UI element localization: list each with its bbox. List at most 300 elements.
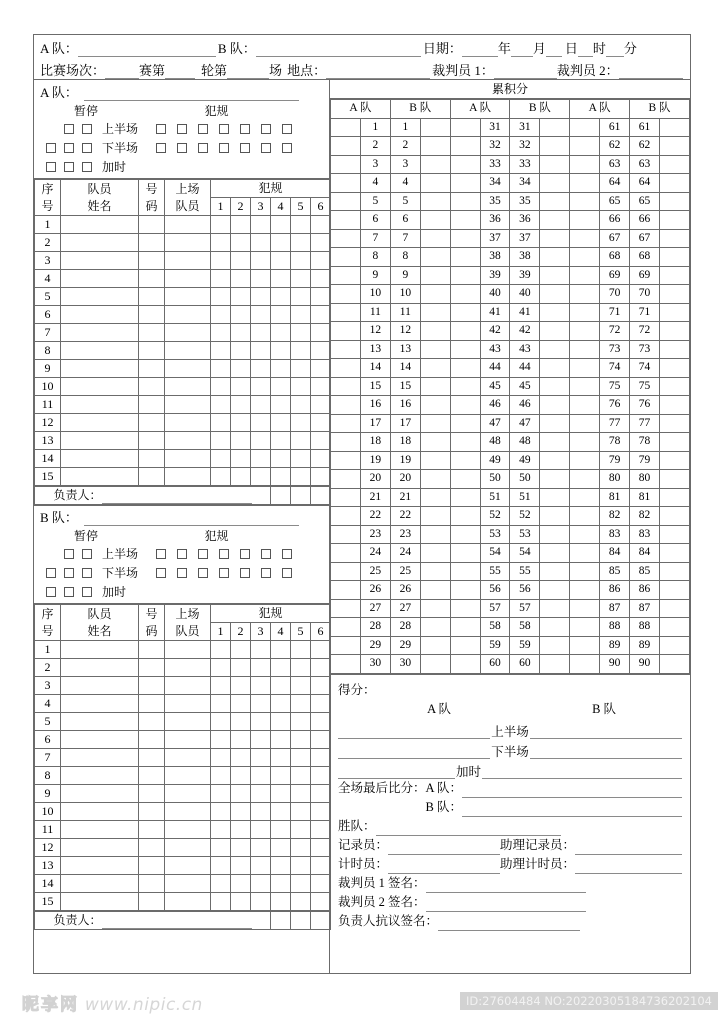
score-mark-b[interactable]	[540, 414, 570, 433]
foul-cell-6[interactable]	[311, 432, 331, 450]
player-number-cell[interactable]	[139, 378, 165, 396]
score-mark-a[interactable]	[570, 414, 600, 433]
foul-cell-6[interactable]	[311, 821, 331, 839]
score-mark-a[interactable]	[570, 359, 600, 378]
score-mark-a[interactable]	[570, 544, 600, 563]
foul-cell-5[interactable]	[291, 875, 311, 893]
player-oncourt-cell[interactable]	[165, 432, 211, 450]
foul-cell-6[interactable]	[311, 468, 331, 486]
foul-cell-4[interactable]	[271, 677, 291, 695]
foul-checkbox[interactable]	[282, 568, 292, 578]
foul-cell-4[interactable]	[271, 432, 291, 450]
score-mark-a[interactable]	[331, 507, 361, 526]
player-oncourt-cell[interactable]	[165, 803, 211, 821]
score-mark-b[interactable]	[540, 248, 570, 267]
player-oncourt-cell[interactable]	[165, 414, 211, 432]
timeout-checkbox[interactable]	[46, 568, 56, 578]
foul-cell-5[interactable]	[291, 378, 311, 396]
player-number-cell[interactable]	[139, 731, 165, 749]
foul-cell-6[interactable]	[311, 713, 331, 731]
foul-cell-4[interactable]	[271, 216, 291, 234]
player-oncourt-cell[interactable]	[165, 641, 211, 659]
foul-checkbox[interactable]	[261, 568, 271, 578]
timeout-checkbox[interactable]	[82, 162, 92, 172]
score-mark-b[interactable]	[540, 433, 570, 452]
score-mark-b[interactable]	[420, 340, 450, 359]
player-number-cell[interactable]	[139, 641, 165, 659]
foul-checkbox[interactable]	[198, 568, 208, 578]
foul-cell-4[interactable]	[271, 641, 291, 659]
player-name-cell[interactable]	[61, 767, 139, 785]
player-name-cell[interactable]	[61, 234, 139, 252]
final-score-a-input[interactable]	[462, 784, 682, 798]
foul-cell-3[interactable]	[251, 821, 271, 839]
score-mark-a[interactable]	[570, 470, 600, 489]
player-oncourt-cell[interactable]	[165, 306, 211, 324]
foul-cell-4[interactable]	[271, 821, 291, 839]
foul-cell-2[interactable]	[231, 875, 251, 893]
foul-cell-6[interactable]	[311, 893, 331, 911]
foul-cell-5[interactable]	[291, 749, 311, 767]
score-mark-a[interactable]	[450, 618, 480, 637]
foul-cell-5[interactable]	[291, 342, 311, 360]
score-mark-a[interactable]	[570, 525, 600, 544]
score-mark-a[interactable]	[331, 174, 361, 193]
foul-cell-1[interactable]	[211, 342, 231, 360]
foul-cell-4[interactable]	[271, 713, 291, 731]
score-mark-a[interactable]	[331, 433, 361, 452]
score-mark-a[interactable]	[570, 137, 600, 156]
score-mark-a[interactable]	[450, 211, 480, 230]
score-mark-a[interactable]	[570, 488, 600, 507]
player-oncourt-cell[interactable]	[165, 893, 211, 911]
score-mark-a[interactable]	[450, 155, 480, 174]
team-b-responsible-cell[interactable]	[35, 912, 271, 930]
foul-cell-1[interactable]	[211, 360, 231, 378]
score-mark-a[interactable]	[450, 174, 480, 193]
foul-cell-3[interactable]	[251, 713, 271, 731]
first-half-b-input[interactable]	[530, 724, 682, 739]
foul-cell-1[interactable]	[211, 803, 231, 821]
timeout-checkbox[interactable]	[64, 124, 74, 134]
foul-cell-1[interactable]	[211, 306, 231, 324]
score-mark-b[interactable]	[659, 248, 689, 267]
player-name-cell[interactable]	[61, 378, 139, 396]
score-mark-a[interactable]	[570, 507, 600, 526]
timeout-checkbox[interactable]	[64, 549, 74, 559]
foul-cell-3[interactable]	[251, 234, 271, 252]
player-name-cell[interactable]	[61, 641, 139, 659]
score-mark-b[interactable]	[659, 396, 689, 415]
player-oncourt-cell[interactable]	[165, 252, 211, 270]
score-mark-b[interactable]	[659, 544, 689, 563]
player-oncourt-cell[interactable]	[165, 270, 211, 288]
player-number-cell[interactable]	[139, 324, 165, 342]
foul-cell-4[interactable]	[271, 342, 291, 360]
foul-checkbox[interactable]	[198, 549, 208, 559]
foul-cell-4[interactable]	[271, 731, 291, 749]
foul-checkbox[interactable]	[156, 124, 166, 134]
score-mark-b[interactable]	[659, 118, 689, 137]
match-sai-input[interactable]	[105, 65, 139, 79]
timeout-checkbox[interactable]	[82, 143, 92, 153]
team-a-section-input[interactable]	[84, 87, 299, 101]
foul-cell-1[interactable]	[211, 252, 231, 270]
score-mark-b[interactable]	[420, 229, 450, 248]
score-mark-a[interactable]	[450, 248, 480, 267]
score-mark-a[interactable]	[331, 451, 361, 470]
foul-cell-1[interactable]	[211, 677, 231, 695]
foul-cell-4[interactable]	[271, 893, 291, 911]
foul-checkbox[interactable]	[156, 568, 166, 578]
foul-cell-6[interactable]	[311, 695, 331, 713]
score-mark-a[interactable]	[450, 636, 480, 655]
foul-cell-4[interactable]	[271, 288, 291, 306]
foul-cell-2[interactable]	[231, 432, 251, 450]
foul-cell-1[interactable]	[211, 731, 231, 749]
score-mark-a[interactable]	[450, 470, 480, 489]
score-mark-a[interactable]	[331, 599, 361, 618]
score-mark-b[interactable]	[659, 192, 689, 211]
player-number-cell[interactable]	[139, 677, 165, 695]
player-name-cell[interactable]	[61, 749, 139, 767]
foul-cell-5[interactable]	[291, 306, 311, 324]
foul-cell-2[interactable]	[231, 216, 251, 234]
foul-cell-1[interactable]	[211, 414, 231, 432]
foul-cell-4[interactable]	[271, 324, 291, 342]
foul-cell-6[interactable]	[311, 360, 331, 378]
score-mark-b[interactable]	[420, 396, 450, 415]
player-oncourt-cell[interactable]	[165, 821, 211, 839]
score-mark-b[interactable]	[659, 507, 689, 526]
foul-cell-5[interactable]	[291, 821, 311, 839]
score-mark-b[interactable]	[540, 118, 570, 137]
player-name-cell[interactable]	[61, 450, 139, 468]
timeout-checkbox[interactable]	[64, 143, 74, 153]
first-half-a-input[interactable]	[338, 724, 490, 739]
foul-cell-5[interactable]	[291, 432, 311, 450]
foul-checkbox[interactable]	[156, 549, 166, 559]
score-mark-b[interactable]	[659, 359, 689, 378]
scorer-input[interactable]	[388, 841, 500, 855]
player-oncourt-cell[interactable]	[165, 695, 211, 713]
foul-cell-5[interactable]	[291, 270, 311, 288]
foul-checkbox[interactable]	[240, 124, 250, 134]
score-mark-b[interactable]	[540, 655, 570, 674]
score-mark-b[interactable]	[420, 248, 450, 267]
foul-cell-3[interactable]	[251, 216, 271, 234]
foul-cell-6[interactable]	[311, 839, 331, 857]
score-mark-b[interactable]	[659, 137, 689, 156]
foul-cell-2[interactable]	[231, 270, 251, 288]
foul-cell-2[interactable]	[231, 767, 251, 785]
score-mark-b[interactable]	[659, 285, 689, 304]
foul-checkbox[interactable]	[219, 568, 229, 578]
score-mark-a[interactable]	[331, 266, 361, 285]
score-mark-a[interactable]	[450, 581, 480, 600]
foul-cell-5[interactable]	[291, 785, 311, 803]
foul-cell-6[interactable]	[311, 306, 331, 324]
score-mark-a[interactable]	[570, 174, 600, 193]
score-mark-b[interactable]	[420, 377, 450, 396]
score-mark-a[interactable]	[331, 655, 361, 674]
score-mark-a[interactable]	[331, 192, 361, 211]
foul-cell-3[interactable]	[251, 324, 271, 342]
score-mark-a[interactable]	[331, 322, 361, 341]
foul-cell-6[interactable]	[311, 252, 331, 270]
score-mark-a[interactable]	[570, 581, 600, 600]
foul-cell-3[interactable]	[251, 875, 271, 893]
player-number-cell[interactable]	[139, 216, 165, 234]
foul-cell-6[interactable]	[311, 288, 331, 306]
foul-cell-1[interactable]	[211, 234, 231, 252]
player-name-cell[interactable]	[61, 893, 139, 911]
score-mark-a[interactable]	[331, 137, 361, 156]
foul-cell-6[interactable]	[311, 641, 331, 659]
score-mark-a[interactable]	[331, 562, 361, 581]
foul-cell-5[interactable]	[291, 767, 311, 785]
score-mark-a[interactable]	[570, 229, 600, 248]
score-mark-b[interactable]	[420, 359, 450, 378]
score-mark-a[interactable]	[570, 155, 600, 174]
player-name-cell[interactable]	[61, 785, 139, 803]
score-mark-a[interactable]	[331, 155, 361, 174]
player-number-cell[interactable]	[139, 342, 165, 360]
foul-cell-1[interactable]	[211, 396, 231, 414]
foul-checkbox[interactable]	[177, 124, 187, 134]
match-round-input[interactable]	[165, 65, 195, 79]
score-mark-b[interactable]	[659, 174, 689, 193]
foul-checkbox[interactable]	[240, 143, 250, 153]
player-name-cell[interactable]	[61, 432, 139, 450]
score-mark-a[interactable]	[570, 322, 600, 341]
foul-checkbox[interactable]	[282, 549, 292, 559]
player-number-cell[interactable]	[139, 893, 165, 911]
foul-cell-1[interactable]	[211, 785, 231, 803]
foul-cell-4[interactable]	[271, 450, 291, 468]
date-minute-input[interactable]	[606, 43, 624, 57]
score-mark-b[interactable]	[659, 229, 689, 248]
foul-cell-1[interactable]	[211, 659, 231, 677]
foul-cell-2[interactable]	[231, 342, 251, 360]
foul-cell-4[interactable]	[271, 803, 291, 821]
score-mark-b[interactable]	[540, 525, 570, 544]
player-oncourt-cell[interactable]	[165, 785, 211, 803]
foul-cell-2[interactable]	[231, 396, 251, 414]
score-mark-b[interactable]	[420, 414, 450, 433]
foul-cell-3[interactable]	[251, 785, 271, 803]
score-mark-a[interactable]	[331, 488, 361, 507]
foul-cell-4[interactable]	[271, 749, 291, 767]
player-number-cell[interactable]	[139, 857, 165, 875]
foul-cell-2[interactable]	[231, 713, 251, 731]
ref1-sign-input[interactable]	[426, 879, 586, 893]
player-number-cell[interactable]	[139, 659, 165, 677]
foul-cell-3[interactable]	[251, 677, 271, 695]
player-name-cell[interactable]	[61, 875, 139, 893]
foul-cell-2[interactable]	[231, 839, 251, 857]
score-mark-b[interactable]	[659, 155, 689, 174]
score-mark-a[interactable]	[331, 359, 361, 378]
timeout-checkbox[interactable]	[82, 587, 92, 597]
foul-cell-1[interactable]	[211, 713, 231, 731]
score-mark-b[interactable]	[659, 525, 689, 544]
foul-cell-6[interactable]	[311, 749, 331, 767]
team-a-input[interactable]	[78, 43, 216, 57]
score-mark-b[interactable]	[540, 470, 570, 489]
score-mark-a[interactable]	[570, 211, 600, 230]
score-mark-b[interactable]	[659, 340, 689, 359]
foul-cell-3[interactable]	[251, 252, 271, 270]
score-mark-b[interactable]	[540, 340, 570, 359]
foul-cell-1[interactable]	[211, 378, 231, 396]
player-oncourt-cell[interactable]	[165, 749, 211, 767]
foul-cell-6[interactable]	[311, 785, 331, 803]
player-name-cell[interactable]	[61, 288, 139, 306]
foul-checkbox[interactable]	[177, 568, 187, 578]
second-half-b-input[interactable]	[530, 744, 682, 759]
timeout-checkbox[interactable]	[64, 587, 74, 597]
score-mark-a[interactable]	[570, 266, 600, 285]
score-mark-b[interactable]	[540, 618, 570, 637]
overtime-b-input[interactable]	[482, 764, 682, 779]
player-name-cell[interactable]	[61, 414, 139, 432]
score-mark-b[interactable]	[540, 192, 570, 211]
timeout-checkbox[interactable]	[64, 162, 74, 172]
foul-cell-3[interactable]	[251, 893, 271, 911]
score-mark-a[interactable]	[331, 544, 361, 563]
score-mark-b[interactable]	[420, 433, 450, 452]
foul-cell-2[interactable]	[231, 234, 251, 252]
score-mark-b[interactable]	[540, 211, 570, 230]
assist-timer-input[interactable]	[575, 860, 682, 874]
date-year-input[interactable]	[462, 43, 498, 57]
player-name-cell[interactable]	[61, 216, 139, 234]
player-name-cell[interactable]	[61, 803, 139, 821]
foul-cell-4[interactable]	[271, 252, 291, 270]
score-mark-b[interactable]	[659, 211, 689, 230]
timeout-checkbox[interactable]	[46, 162, 56, 172]
score-mark-b[interactable]	[540, 285, 570, 304]
foul-cell-6[interactable]	[311, 857, 331, 875]
foul-cell-3[interactable]	[251, 270, 271, 288]
foul-cell-1[interactable]	[211, 432, 231, 450]
score-mark-b[interactable]	[540, 322, 570, 341]
foul-cell-3[interactable]	[251, 839, 271, 857]
foul-cell-3[interactable]	[251, 360, 271, 378]
player-oncourt-cell[interactable]	[165, 659, 211, 677]
final-score-b-input[interactable]	[462, 803, 682, 817]
foul-cell-5[interactable]	[291, 216, 311, 234]
foul-cell-5[interactable]	[291, 414, 311, 432]
player-name-cell[interactable]	[61, 857, 139, 875]
foul-cell-3[interactable]	[251, 450, 271, 468]
player-number-cell[interactable]	[139, 803, 165, 821]
foul-cell-6[interactable]	[311, 216, 331, 234]
foul-cell-6[interactable]	[311, 270, 331, 288]
foul-cell-6[interactable]	[311, 378, 331, 396]
foul-checkbox[interactable]	[261, 124, 271, 134]
foul-cell-2[interactable]	[231, 821, 251, 839]
foul-cell-4[interactable]	[271, 396, 291, 414]
score-mark-a[interactable]	[331, 414, 361, 433]
timeout-checkbox[interactable]	[46, 587, 56, 597]
foul-cell-2[interactable]	[231, 857, 251, 875]
player-number-cell[interactable]	[139, 821, 165, 839]
player-number-cell[interactable]	[139, 713, 165, 731]
score-mark-b[interactable]	[540, 266, 570, 285]
ref2-sign-input[interactable]	[426, 898, 586, 912]
score-mark-b[interactable]	[659, 470, 689, 489]
foul-cell-5[interactable]	[291, 659, 311, 677]
score-mark-b[interactable]	[540, 174, 570, 193]
score-mark-b[interactable]	[420, 544, 450, 563]
score-mark-a[interactable]	[570, 433, 600, 452]
foul-checkbox[interactable]	[240, 549, 250, 559]
player-name-cell[interactable]	[61, 360, 139, 378]
score-mark-b[interactable]	[420, 655, 450, 674]
foul-cell-1[interactable]	[211, 821, 231, 839]
team-b-input[interactable]	[256, 43, 421, 57]
score-mark-b[interactable]	[420, 137, 450, 156]
second-half-a-input[interactable]	[338, 744, 490, 759]
player-name-cell[interactable]	[61, 713, 139, 731]
foul-cell-1[interactable]	[211, 288, 231, 306]
score-mark-a[interactable]	[570, 655, 600, 674]
score-mark-a[interactable]	[450, 377, 480, 396]
foul-cell-6[interactable]	[311, 396, 331, 414]
player-number-cell[interactable]	[139, 432, 165, 450]
foul-cell-4[interactable]	[271, 659, 291, 677]
foul-checkbox[interactable]	[240, 568, 250, 578]
score-mark-a[interactable]	[570, 248, 600, 267]
foul-checkbox[interactable]	[282, 143, 292, 153]
score-mark-a[interactable]	[450, 655, 480, 674]
player-oncourt-cell[interactable]	[165, 396, 211, 414]
foul-cell-6[interactable]	[311, 324, 331, 342]
player-number-cell[interactable]	[139, 695, 165, 713]
player-oncourt-cell[interactable]	[165, 875, 211, 893]
player-number-cell[interactable]	[139, 360, 165, 378]
score-mark-b[interactable]	[659, 636, 689, 655]
score-mark-b[interactable]	[420, 211, 450, 230]
score-mark-a[interactable]	[570, 599, 600, 618]
score-mark-b[interactable]	[659, 322, 689, 341]
foul-cell-4[interactable]	[271, 414, 291, 432]
foul-cell-2[interactable]	[231, 893, 251, 911]
foul-cell-6[interactable]	[311, 803, 331, 821]
foul-checkbox[interactable]	[177, 549, 187, 559]
foul-cell-3[interactable]	[251, 468, 271, 486]
foul-checkbox[interactable]	[156, 143, 166, 153]
foul-cell-3[interactable]	[251, 414, 271, 432]
score-mark-b[interactable]	[659, 414, 689, 433]
score-mark-b[interactable]	[540, 488, 570, 507]
overtime-a-input[interactable]	[338, 764, 455, 779]
score-mark-a[interactable]	[450, 433, 480, 452]
foul-cell-5[interactable]	[291, 803, 311, 821]
foul-cell-1[interactable]	[211, 839, 231, 857]
foul-cell-3[interactable]	[251, 641, 271, 659]
player-number-cell[interactable]	[139, 468, 165, 486]
score-mark-b[interactable]	[540, 544, 570, 563]
foul-cell-4[interactable]	[271, 378, 291, 396]
player-name-cell[interactable]	[61, 270, 139, 288]
foul-cell-1[interactable]	[211, 641, 231, 659]
foul-cell-2[interactable]	[231, 288, 251, 306]
score-mark-b[interactable]	[540, 303, 570, 322]
score-mark-b[interactable]	[540, 562, 570, 581]
